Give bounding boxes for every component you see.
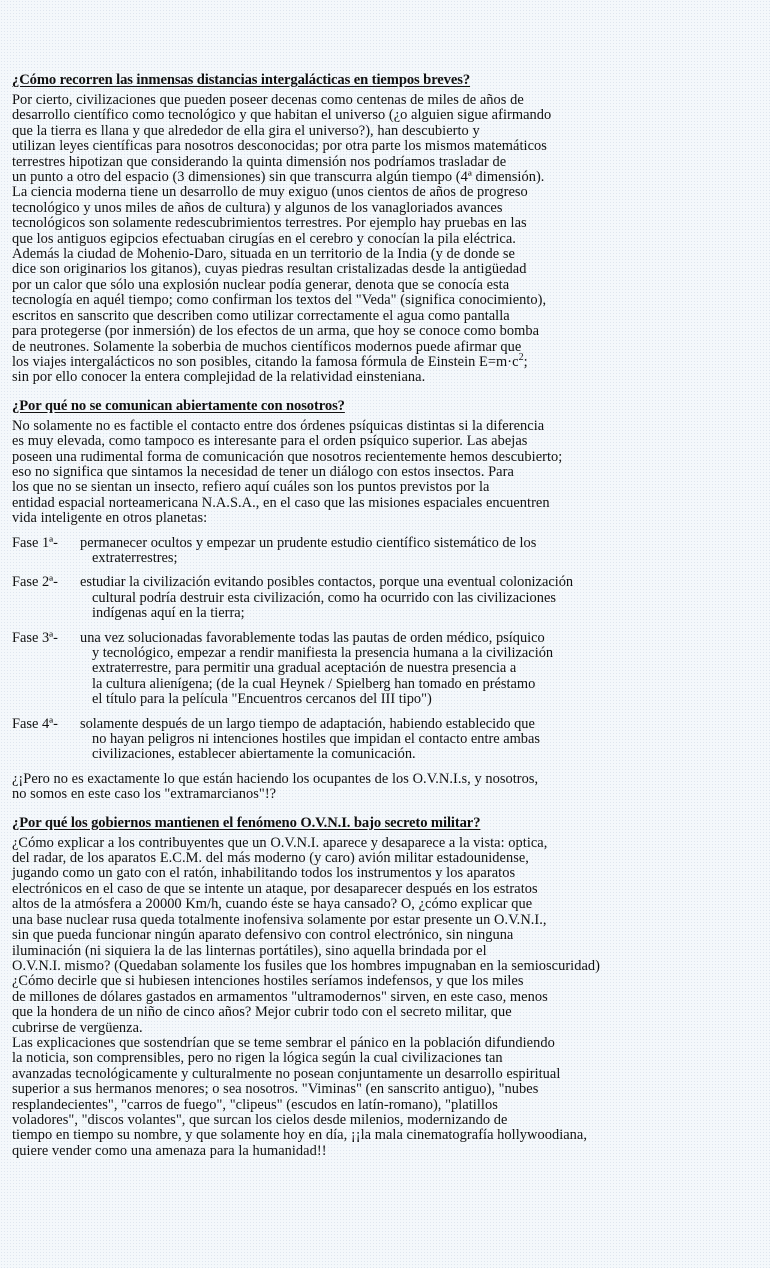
paragraph: [12, 836, 764, 1160]
text-line: Las explicaciones que sostendrían que se teme sembrar el pánico en la población difundiendo: [12, 1034, 555, 1051]
text-line: una vez solucionadas favorablemente todas las pautas de orden médico, psíquico: [80, 629, 545, 646]
text-line: No solamente no es factible el contacto entre dos órdenes psíquicas distintas si la diferencia: [12, 417, 545, 434]
text-line: ¿Cómo explicar a los contribuyentes que un O.V.N.I. aparece y desaparece a la vista: optica,: [12, 834, 548, 851]
text-line: que la tierra es llana y que alrededor de ella gira el universo?), han descubierto y: [12, 122, 480, 139]
text-line: civilizaciones, establecer abiertamente la comunicación.: [92, 746, 416, 763]
text-line: entidad espacial norteamericana N.A.S.A., en el caso que las misiones espaciales encuentren: [12, 494, 550, 511]
text-line: del radar, de los aparatos E.C.M. del más moderno (y caro) avión militar estadounidense,: [12, 850, 529, 867]
text-line: estudiar la civilización evitando posibles contactos, porque una eventual colonización: [80, 574, 574, 591]
text-line: que los antiguos egipcios efectuaban cirugías en el cerebro y conocían la pila eléctrica.: [12, 230, 516, 247]
text-line: utilizan leyes científicas para nosotros desconocidas; por otra parte los mismos matemáticos: [12, 138, 547, 155]
text-line: tecnología en aquél tiempo; como confirman los textos del "Veda" (significa conocimiento),: [12, 292, 547, 309]
text-line: indígenas aquí en la tierra;: [92, 605, 245, 622]
text-line: dice son originarios los gitanos), cuyas piedras resultan cristalizadas desde la antigüedad: [12, 261, 527, 278]
text-line: Por cierto, civilizaciones que pueden poseer decenas como centenas de miles de años de: [12, 92, 524, 108]
text-line: los que no se sientan un insecto, refiero aquí cuáles son los puntos previstos por la: [12, 479, 490, 496]
text-line: resplandecientes", "carros de fuego", "clipeus" (escudos en latín-romano), "platillos: [12, 1096, 498, 1113]
text-line: la cultura alienígena; (de la cual Heynek / Spielberg han tomado en préstamo: [92, 675, 536, 692]
text-line: solamente después de un largo tiempo de adaptación, habiendo establecido que: [80, 715, 535, 732]
text-line: ¿¡Pero no es exactamente lo que están haciendo los ocupantes de los O.V.N.I.s, y nosotros,: [12, 770, 539, 787]
phase-body: [80, 575, 573, 621]
text-line: cubrirse de vergüenza.: [12, 1019, 143, 1036]
phase-body: [80, 631, 553, 708]
text-line: la noticia, son comprensibles, pero no rigen la lógica según la cual civilizaciones tan: [12, 1050, 503, 1067]
section-heading: ¿Cómo recorren las inmensas distancias intergalácticas en tiempos breves?: [12, 72, 471, 88]
text-line: desarrollo científico como tecnológico y que habitan el universo (¿o alguien sigue afirmando: [12, 107, 552, 124]
phase-item: [12, 536, 764, 567]
text-line: avanzadas tecnológicamente y culturalmente no posean conjuntamente un desarrollo espiritual: [12, 1065, 561, 1082]
text-line: superior a sus hermanos menores; o sea nosotros. "Viminas" (en sanscrito antiguo), "nubes: [12, 1081, 539, 1098]
text-line: de millones de dólares gastados en armamentos "ultramodernos" sirven, en este caso, menos: [12, 988, 548, 1005]
phase-body: [80, 536, 536, 567]
text-line: altos de la atmósfera a 20000 Km/h, cuando éste se haya cansado? O, ¿cómo explicar que: [12, 896, 533, 913]
text-line: sin que pueda funcionar ningún aparato defensivo con control electrónico, sin ninguna: [12, 927, 514, 944]
section-communication: [12, 398, 764, 803]
paragraph: [12, 419, 764, 527]
formula-suffix: ;: [523, 353, 528, 370]
phase-label: Fase 1ª-: [12, 534, 58, 551]
text-line: jugando como un gato con el ratón, inhabilitando todos los instrumentos y los aparatos: [12, 865, 516, 882]
text-line: terrestres hipotizan que considerando la quinta dimensión nos podríamos trasladar de: [12, 153, 507, 170]
text-line: iluminación (ni siquiera la de las linternas portátiles), sino aquella brindada por el: [12, 942, 487, 959]
text-line: extraterrestres;: [92, 549, 178, 566]
phase-label: Fase 3ª-: [12, 629, 58, 646]
text-line: cultural podría destruir esta civilización, como ha ocurrido con las civilizaciones: [92, 589, 556, 606]
text-line: tiempo en tiempo su nombre, y que solamente hoy en día, ¡¡la mala cinematografía hollywoodiana,: [12, 1127, 588, 1144]
formula-exponent: 2: [518, 352, 524, 364]
section-intergalactic-travel: [12, 72, 764, 386]
text-line: tecnológicos son solamente redescubrimientos terrestres. Por ejemplo hay pruebas en las: [12, 215, 527, 232]
section-military-secrecy: [12, 815, 764, 1160]
text-line: el título para la película "Encuentros cercanos del III tipo"): [92, 691, 432, 708]
phase-label: Fase 2ª-: [12, 574, 58, 591]
text-line: un punto a otro del espacio (3 dimensiones) sin que transcurra algún tiempo (4ª dimensión).: [12, 169, 545, 186]
text-line: quiere vender como una amenaza para la humanidad!!: [12, 1142, 327, 1159]
text-line: no hayan peligros ni intenciones hostiles que impidan el contacto entre ambas: [92, 731, 540, 748]
text-line: y tecnológico, empezar a rendir manifiesta la presencia humana a la civilización: [92, 645, 554, 661]
text-line: es muy elevada, como tampoco es interesante para el orden psíquico superior. Las abejas: [12, 433, 528, 450]
text-line: electrónicos en el caso de que se intente un ataque, por desaparecer después en los estratos: [12, 880, 538, 897]
document-page: [12, 72, 764, 1159]
text-line: permanecer ocultos y empezar un prudente estudio científico sistemático de los: [80, 534, 537, 551]
text-line: ¿Cómo decirle que si hubiesen intenciones hostiles seríamos indefensos, y que los miles: [12, 973, 524, 990]
phase-body: [80, 717, 540, 763]
text-line: extraterrestre, para permitir una gradual aceptación de nuestra presencia a: [92, 660, 517, 677]
formula-text: los viajes intergalácticos no son posibles, citando la famosa fórmula de Einstein E=m·c: [12, 353, 519, 370]
text-line: de neutrones. Solamente la soberbia de muchos científicos modernos puede afirmar que: [12, 338, 522, 355]
text-line: eso no significa que sintamos la necesidad de tener un diálogo con estos insectos. Para: [12, 463, 514, 480]
section-heading: ¿Por qué no se comunican abiertamente con nosotros?: [12, 397, 345, 414]
text-line: voladores", "discos volantes", que surcan los cielos desde milenios, modernizando de: [12, 1111, 508, 1128]
text-line: escritos en sanscrito que describen como utilizar correctamente el agua como pantalla: [12, 307, 510, 324]
text-line: poseen una rudimental forma de comunicación que nosotros recientemente hemos descubierto;: [12, 448, 563, 465]
text-line: una base nuclear rusa queda totalmente inofensiva solamente por estar presente un O.V.N.I.,: [12, 911, 547, 928]
text-line: sin por ello conocer la entera complejidad de la relatividad einsteniana.: [12, 369, 426, 386]
paragraph: [12, 93, 764, 386]
text-line: no somos en este caso los "extramarcianos"!?: [12, 786, 277, 803]
phase-label: Fase 4ª-: [12, 715, 58, 732]
text-line: tecnológico y unos miles de años de cultura) y algunos de los vanagloriados avances: [12, 199, 503, 216]
phase-item: [12, 631, 764, 708]
phase-item: [12, 575, 764, 621]
closing-paragraph: [12, 772, 764, 803]
text-line: que la hondera de un niño de cinco años? Mejor cubrir todo con el secreto militar, que: [12, 1004, 512, 1021]
text-line: La ciencia moderna tiene un desarrollo de muy exiguo (unos cientos de años de progreso: [12, 184, 528, 201]
text-line: vida inteligente en otros planetas:: [12, 510, 208, 527]
phase-item: [12, 717, 764, 763]
text-line: por un calor que sólo una explosión nuclear podía generar, denota que se conocía esta: [12, 276, 510, 293]
formula-line: [12, 352, 764, 370]
section-heading: ¿Por qué los gobiernos mantienen el fenómeno O.V.N.I. bajo secreto militar?: [12, 814, 481, 831]
text-line: O.V.N.I. mismo? (Quedaban solamente los fusiles que los hombres impugnaban en la semioscuridad): [12, 957, 600, 974]
text-line: Además la ciudad de Mohenio-Daro, situada en un territorio de la India (y de donde se: [12, 246, 515, 263]
text-line: para protegerse (por inmersión) de los efectos de un arma, que hoy se conoce como bomba: [12, 323, 540, 340]
